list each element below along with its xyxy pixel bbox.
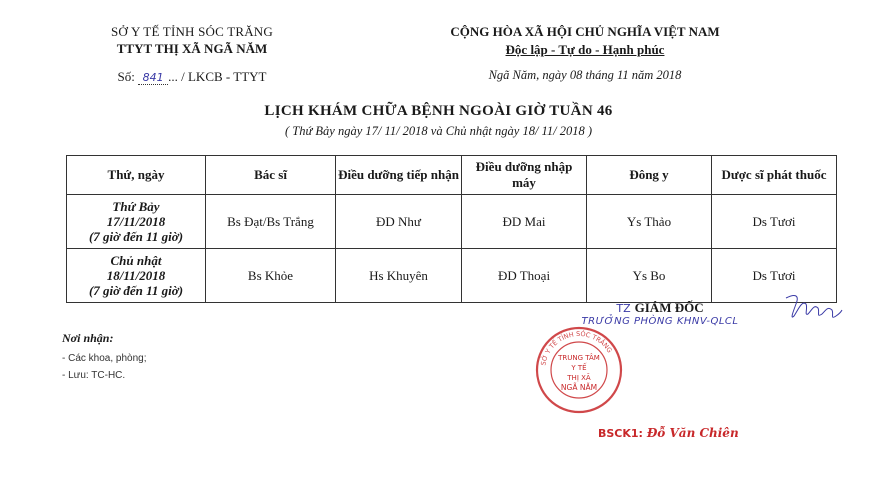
nurse-reception-cell: Hs Khuyên — [336, 249, 462, 303]
signer-title: BSCK1: — [598, 427, 643, 440]
table-row — [67, 195, 837, 249]
day-cell — [67, 195, 206, 249]
doc-suffix: / LKCB - TTYT — [181, 69, 267, 84]
day-hours: (7 giờ đến 11 giờ) — [88, 229, 184, 244]
stamp-line: NGÃ NĂM — [560, 383, 598, 392]
recipients-title: Nơi nhận: — [62, 331, 114, 345]
handwritten-signature — [784, 290, 844, 330]
republic-name: CỘNG HÒA XÃ HỘI CHỦ NGHĨA VIỆT NAM — [450, 24, 720, 39]
pharmacist-cell: Ds Tươi — [712, 195, 837, 249]
header-right — [430, 24, 740, 83]
place-date: Ngã Năm, ngày 08 tháng 11 năm 2018 — [488, 68, 682, 82]
signature-stroke — [786, 296, 842, 318]
document-title: LỊCH KHÁM CHỮA BỆNH NGOÀI GIỜ TUẦN 46 — [264, 103, 613, 119]
handwritten-note: TRƯỞNG PHÒNG KHNV-QLCL — [581, 316, 739, 327]
pharmacist-cell: Ds Tươi — [712, 249, 837, 303]
stamp-line: THỊ XÃ — [567, 374, 591, 382]
day-name: Thứ Bảy — [112, 199, 160, 214]
signature-role — [560, 300, 760, 316]
stamp-line: TRUNG TÂM — [558, 354, 600, 362]
role-label: GIÁM ĐỐC — [634, 300, 704, 315]
signature-block — [560, 300, 760, 327]
nurse-entry-cell: ĐD Mai — [462, 195, 587, 249]
document-subtitle: ( Thứ Bảy ngày 17/ 11/ 2018 và Chủ nhật ngày 18/ 11/ 2018 ) — [284, 124, 593, 138]
recipient-item: - Các khoa, phòng; — [62, 353, 147, 364]
table-row — [67, 249, 837, 303]
column-header: Thứ, ngày — [67, 156, 206, 195]
document-number: Số: 841 ... / LKCB - TTYT — [117, 69, 267, 84]
stamp-ring-text: SỞ Y TẾ TỈNH SÓC TRĂNG — [539, 329, 614, 367]
day-date: 18/11/2018 — [106, 268, 166, 283]
eastern-medicine-cell: Ys Thảo — [587, 195, 712, 249]
header-left — [62, 24, 322, 85]
doctor-cell: Bs Khỏe — [206, 249, 336, 303]
day-cell — [67, 249, 206, 303]
nurse-entry-cell: ĐD Thoại — [462, 249, 587, 303]
column-header: Bác sĩ — [206, 156, 336, 195]
recipients-block — [62, 331, 147, 381]
recipient-item: - Lưu: TC-HC. — [62, 370, 126, 381]
doc-prefix: Số: — [117, 69, 135, 84]
table-header-row — [67, 156, 837, 195]
national-motto: Độc lập - Tự do - Hạnh phúc — [505, 42, 665, 57]
eastern-medicine-cell: Ys Bo — [587, 249, 712, 303]
column-header: Dược sĩ phát thuốc — [712, 156, 837, 195]
tz-mark: TZ — [616, 302, 631, 315]
ministry-name: SỞ Y TẾ TỈNH SÓC TRĂNG — [111, 24, 273, 39]
center-name: TTYT THỊ XÃ NGÃ NĂM — [116, 41, 268, 56]
signer — [598, 426, 739, 440]
day-name: Chủ nhật — [110, 253, 162, 268]
column-header: Đông y — [587, 156, 712, 195]
column-header: Điều dưỡng tiếp nhận — [336, 156, 462, 195]
day-hours: (7 giờ đến 11 giờ) — [88, 283, 184, 298]
nurse-reception-cell: ĐD Như — [336, 195, 462, 249]
schedule-table — [66, 155, 837, 303]
stamp-line: Y TẾ — [571, 364, 587, 372]
day-date: 17/11/2018 — [106, 214, 166, 229]
signer-name: Đỗ Văn Chiên — [646, 426, 739, 440]
doc-number-value: 841 — [138, 71, 168, 85]
official-stamp — [534, 325, 624, 415]
doctor-cell: Bs Đạt/Bs Trắng — [206, 195, 336, 249]
column-header: Điều dưỡng nhập máy — [462, 156, 587, 195]
